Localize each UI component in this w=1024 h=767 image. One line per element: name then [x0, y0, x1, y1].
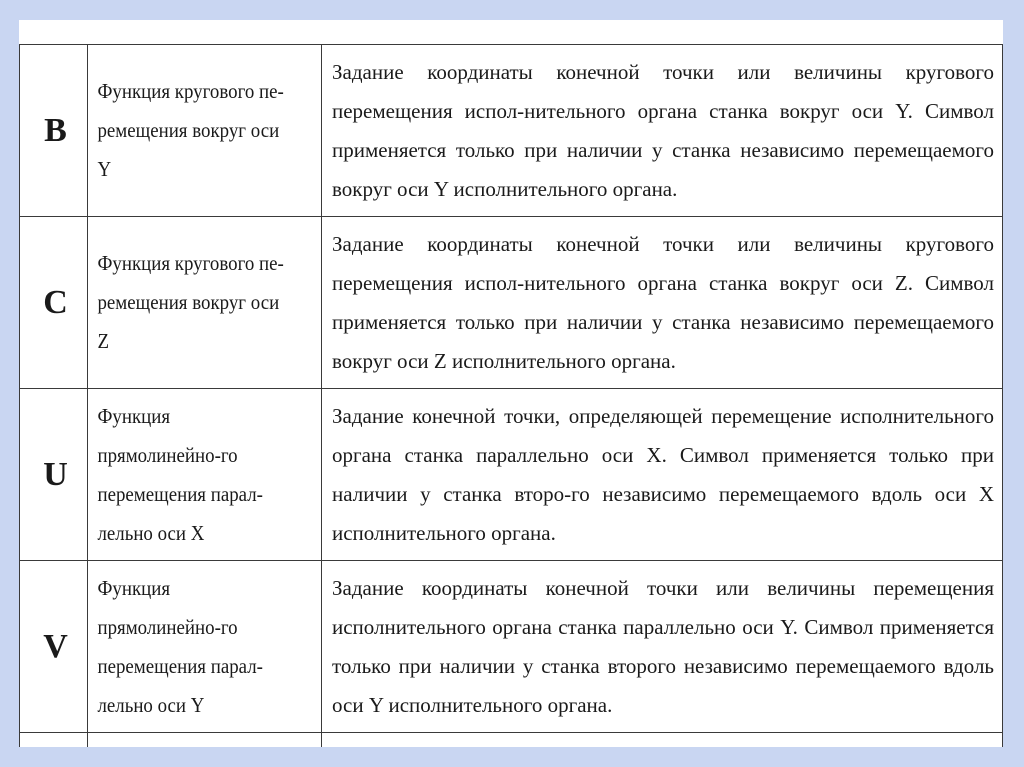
slide	[19, 20, 1003, 747]
symbol-cell: V	[20, 561, 88, 733]
description-cell	[322, 733, 1003, 748]
symbol-cell: B	[20, 45, 88, 217]
function-cell: Функция кругового пе-ремещения вокруг оси Z	[88, 217, 299, 389]
table-row	[20, 389, 1003, 561]
description-cell: Задание координаты конечной точки или величины перемещения исполнительного органа станка параллельно оси Y. Символ применяется только при наличии у станка второго независимо перемещаемого вдоль оси Y исполнительного органа.	[322, 561, 1003, 733]
description-cell: Задание координаты конечной точки или величины кругового перемещения испол-нительного органа станка вокруг оси Z. Символ применяется только при наличии у станка независимо перемещаемого вокруг оси Z исполнительного органа.	[322, 217, 1003, 389]
description-cell: Задание конечной точки, определяющей перемещение исполнительного органа станка параллельно оси X. Символ применяется только при наличии у станка второ-го независимо перемещаемого вдоль оси X исполнительного органа.	[322, 389, 1003, 561]
function-cell	[88, 733, 299, 748]
axis-functions-table	[19, 44, 1003, 747]
symbol-cell: U	[20, 389, 88, 561]
table-row	[20, 217, 1003, 389]
function-cell: Функция кругового пе-ремещения вокруг оси Y	[88, 45, 299, 217]
table-row	[20, 45, 1003, 217]
table-row	[20, 561, 1003, 733]
description-cell: Задание координаты конечной точки или величины кругового перемещения испол-нительного органа станка вокруг оси Y. Символ применяется только при наличии у станка независимо перемещаемого вокруг оси Y исполнительного органа.	[322, 45, 1003, 217]
function-cell: Функция прямолинейно-го перемещения парал-лельно оси X	[88, 389, 299, 561]
function-cell: Функция прямолинейно-го перемещения парал-лельно оси Y	[88, 561, 299, 733]
symbol-cell	[20, 733, 88, 748]
table-row-cut-off	[20, 733, 1003, 748]
symbol-cell: C	[20, 217, 88, 389]
